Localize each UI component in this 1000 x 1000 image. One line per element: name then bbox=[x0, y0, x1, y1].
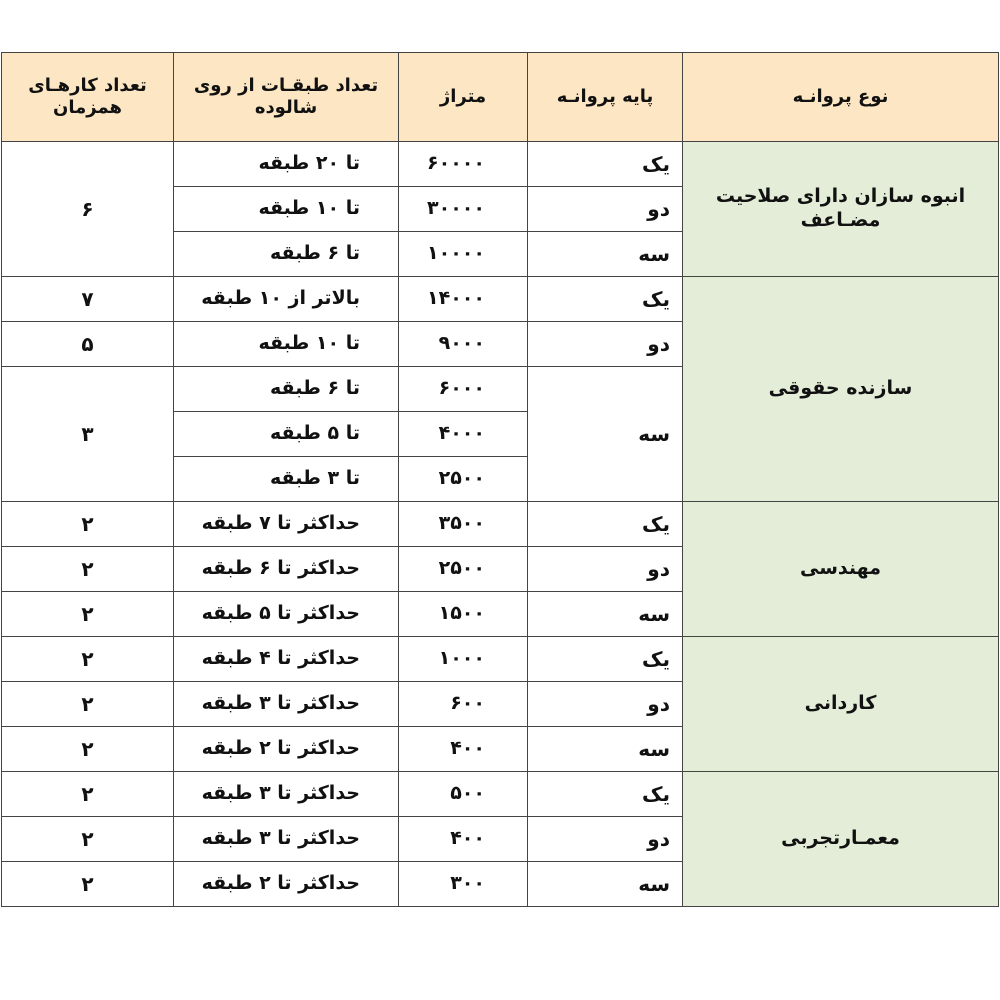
floors-cell: حداکثر تا ۷ طبقه bbox=[174, 502, 399, 547]
concurrent-count-cell: ۲ bbox=[2, 817, 174, 862]
floors-cell: حداکثر تا ۳ طبقه bbox=[174, 817, 399, 862]
grade-cell: یک bbox=[528, 277, 683, 322]
grade-cell: دو bbox=[528, 547, 683, 592]
area-cell: ۲۵۰۰ bbox=[399, 547, 528, 592]
area-cell: ۲۵۰۰ bbox=[399, 457, 528, 502]
concurrent-count-cell: ۲ bbox=[2, 772, 174, 817]
permit-table bbox=[1, 52, 999, 907]
concurrent-count-cell: ۷ bbox=[2, 277, 174, 322]
area-cell: ۱۴۰۰۰ bbox=[399, 277, 528, 322]
floors-cell: تا ۱۰ طبقه bbox=[174, 322, 399, 367]
concurrent-count-cell: ۲ bbox=[2, 502, 174, 547]
grade-cell: سه bbox=[528, 367, 683, 502]
concurrent-count-cell: ۲ bbox=[2, 682, 174, 727]
floors-cell: حداکثر تا ۶ طبقه bbox=[174, 547, 399, 592]
floors-cell: تا ۵ طبقه bbox=[174, 412, 399, 457]
header-grade: پایه پروانـه bbox=[528, 53, 683, 142]
area-cell: ۴۰۰ bbox=[399, 727, 528, 772]
grade-cell: سه bbox=[528, 727, 683, 772]
grade-cell: یک bbox=[528, 142, 683, 187]
floors-cell: حداکثر تا ۵ طبقه bbox=[174, 592, 399, 637]
floors-cell: تا ۲۰ طبقه bbox=[174, 142, 399, 187]
grade-cell: دو bbox=[528, 322, 683, 367]
floors-cell: حداکثر تا ۲ طبقه bbox=[174, 727, 399, 772]
concurrent-count-cell: ۵ bbox=[2, 322, 174, 367]
floors-cell: حداکثر تا ۳ طبقه bbox=[174, 772, 399, 817]
header-floors: تعداد طبقـات از روی شالوده bbox=[174, 53, 399, 142]
permit-type-cell: سازنده حقوقی bbox=[683, 277, 999, 502]
area-cell: ۳۰۰۰۰ bbox=[399, 187, 528, 232]
area-cell: ۴۰۰ bbox=[399, 817, 528, 862]
area-cell: ۱۵۰۰ bbox=[399, 592, 528, 637]
floors-cell: حداکثر تا ۲ طبقه bbox=[174, 862, 399, 907]
header-area: متراژ bbox=[399, 53, 528, 142]
floors-cell: تا ۶ طبقه bbox=[174, 367, 399, 412]
grade-cell: دو bbox=[528, 817, 683, 862]
grade-cell: سه bbox=[528, 592, 683, 637]
grade-cell: یک bbox=[528, 772, 683, 817]
area-cell: ۴۰۰۰ bbox=[399, 412, 528, 457]
grade-cell: یک bbox=[528, 502, 683, 547]
area-cell: ۵۰۰ bbox=[399, 772, 528, 817]
grade-cell: دو bbox=[528, 187, 683, 232]
area-cell: ۶۰۰۰ bbox=[399, 367, 528, 412]
grade-cell: یک bbox=[528, 637, 683, 682]
concurrent-count-cell: ۶ bbox=[2, 142, 174, 277]
permit-type-cell: کاردانی bbox=[683, 637, 999, 772]
permit-type-cell: انبوه سازان دارای صلاحیت مضـاعف bbox=[683, 142, 999, 277]
concurrent-count-cell: ۲ bbox=[2, 637, 174, 682]
table-row bbox=[2, 772, 999, 817]
area-cell: ۱۰۰۰ bbox=[399, 637, 528, 682]
header-concurrent: تعداد کارهـای همزمان bbox=[2, 53, 174, 142]
table-row bbox=[2, 502, 999, 547]
permit-type-cell: مهندسی bbox=[683, 502, 999, 637]
header-row bbox=[2, 53, 999, 142]
permit-table-body bbox=[2, 142, 999, 907]
floors-cell: حداکثر تا ۴ طبقه bbox=[174, 637, 399, 682]
header-type: نوع پروانـه bbox=[683, 53, 999, 142]
area-cell: ۳۰۰ bbox=[399, 862, 528, 907]
area-cell: ۳۵۰۰ bbox=[399, 502, 528, 547]
floors-cell: تا ۶ طبقه bbox=[174, 232, 399, 277]
area-cell: ۱۰۰۰۰ bbox=[399, 232, 528, 277]
table-row bbox=[2, 637, 999, 682]
floors-cell: تا ۳ طبقه bbox=[174, 457, 399, 502]
floors-cell: تا ۱۰ طبقه bbox=[174, 187, 399, 232]
concurrent-count-cell: ۲ bbox=[2, 727, 174, 772]
area-cell: ۹۰۰۰ bbox=[399, 322, 528, 367]
area-cell: ۶۰۰۰۰ bbox=[399, 142, 528, 187]
table-row bbox=[2, 142, 999, 187]
table-row bbox=[2, 277, 999, 322]
concurrent-count-cell: ۳ bbox=[2, 367, 174, 502]
area-cell: ۶۰۰ bbox=[399, 682, 528, 727]
permit-type-cell: معمـارتجربی bbox=[683, 772, 999, 907]
concurrent-count-cell: ۲ bbox=[2, 592, 174, 637]
grade-cell: دو bbox=[528, 682, 683, 727]
floors-cell: حداکثر تا ۳ طبقه bbox=[174, 682, 399, 727]
concurrent-count-cell: ۲ bbox=[2, 547, 174, 592]
concurrent-count-cell: ۲ bbox=[2, 862, 174, 907]
grade-cell: سه bbox=[528, 232, 683, 277]
floors-cell: بالاتر از ۱۰ طبقه bbox=[174, 277, 399, 322]
grade-cell: سه bbox=[528, 862, 683, 907]
